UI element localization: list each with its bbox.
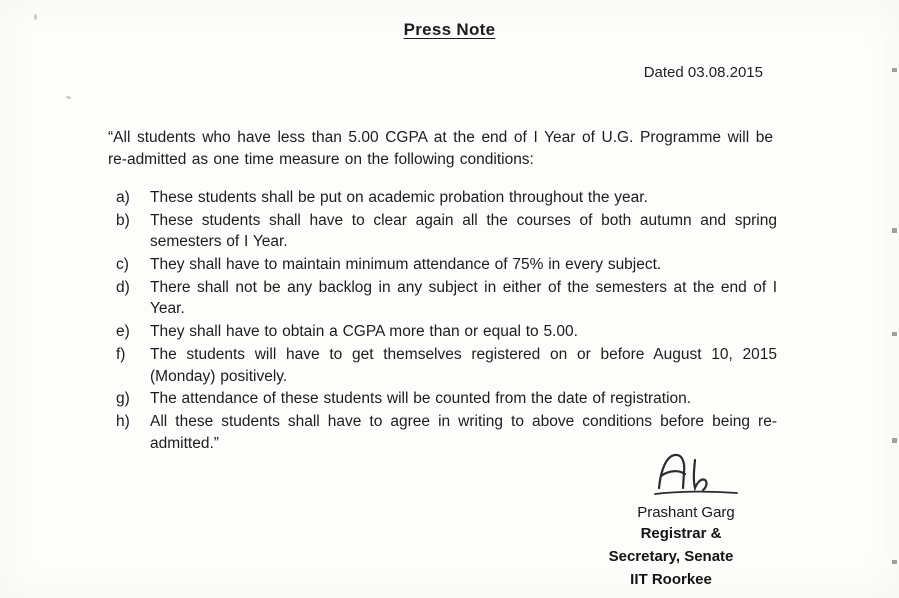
list-item-text: They shall have to maintain minimum attendance of 75% in every subject. xyxy=(150,256,662,274)
list-item-text: They shall have to obtain a CGPA more than or equal to 5.00. xyxy=(150,323,578,341)
list-item-text: All these students shall have to agree in writing to above conditions before being re-admitted.” xyxy=(150,412,777,452)
scan-speck xyxy=(66,95,72,100)
list-item-label: h) xyxy=(116,412,130,430)
list-item-label: f) xyxy=(116,345,126,363)
list-item-label: a) xyxy=(116,189,130,206)
scan-edge-mark xyxy=(892,332,897,336)
list-item-text: The attendance of these students will be counted from the date of registration. xyxy=(150,390,692,408)
list-item-label: c) xyxy=(116,256,129,274)
list-item-text: These students shall be put on academic probation throughout the year. xyxy=(150,189,648,206)
conditions-list xyxy=(114,187,777,454)
list-item-label: d) xyxy=(116,278,130,296)
list-item xyxy=(114,388,777,410)
list-item xyxy=(114,344,777,387)
list-item xyxy=(114,210,777,253)
scan-edge-mark xyxy=(892,228,897,233)
list-item xyxy=(114,321,777,343)
scan-edge-mark xyxy=(892,438,897,443)
list-item-text: There shall not be any backlog in any subject in either of the semesters at the end of I Year. xyxy=(150,278,777,318)
handwritten-signature-icon xyxy=(651,450,741,502)
list-item-label: e) xyxy=(116,323,130,341)
signatory-name: Prashant Garg xyxy=(637,504,735,521)
scan-edge-mark xyxy=(892,560,897,564)
list-item-label: g) xyxy=(116,390,130,408)
signature-block xyxy=(561,450,781,594)
list-item xyxy=(114,277,777,320)
scan-edge-mark xyxy=(892,68,897,72)
document-title xyxy=(0,0,899,40)
list-item xyxy=(114,187,777,209)
signatory-institute: IIT Roorkee xyxy=(630,571,712,588)
scan-speck xyxy=(34,14,37,20)
document-title-text: Press Note xyxy=(403,20,496,39)
signatory-title-registrar: Registrar & xyxy=(640,525,722,542)
list-item-label: b) xyxy=(116,211,130,229)
list-item-text: The students will have to get themselves registered on or before August 10, 2015 (Monday) positively. xyxy=(150,345,777,385)
list-item xyxy=(114,254,777,276)
document-date: Dated 03.08.2015 xyxy=(643,64,763,81)
signatory-title-secretary: Secretary, Senate xyxy=(608,548,734,565)
intro-paragraph: “All students who have less than 5.00 CGPA at the end of I Year of U.G. Programme will be re-admitted as one time measure on the following conditions: xyxy=(108,129,773,168)
list-item-text: These students shall have to clear again all the courses of both autumn and spring semesters of I Year. xyxy=(150,211,777,251)
list-item xyxy=(114,411,777,454)
